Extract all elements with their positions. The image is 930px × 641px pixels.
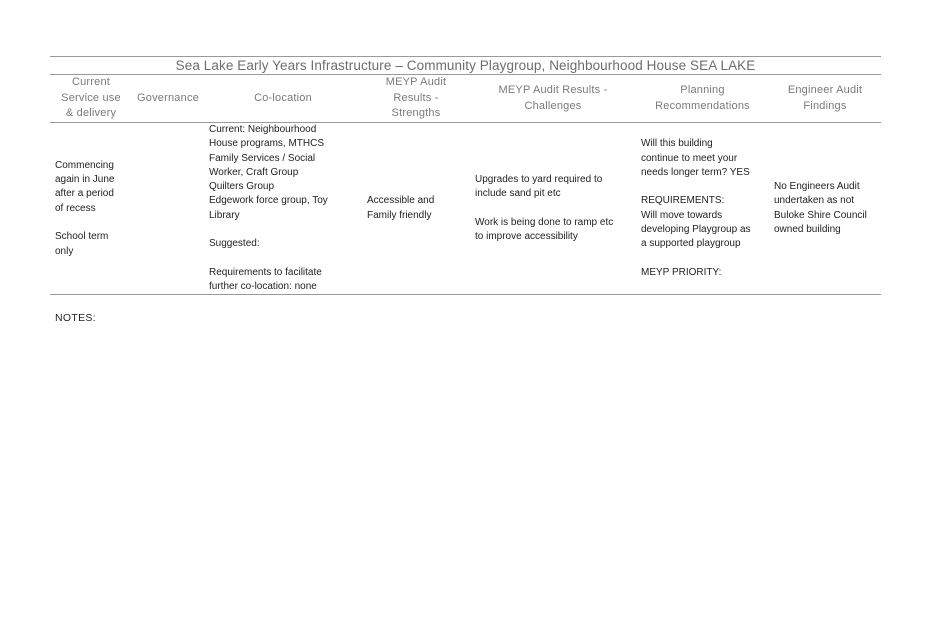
table-row (50, 123, 881, 295)
header-service-use: Current Service use & delivery (61, 76, 121, 120)
header-engineer: Engineer Audit Findings (787, 84, 863, 112)
cell-challenges: Upgrades to yard required to include sand pit etc Work is being done to ramp etc to improve accessibility (475, 174, 614, 243)
header-challenges: MEYP Audit Results - Challenges (498, 84, 608, 112)
cell-strengths: Accessible and Family friendly (367, 195, 435, 221)
header-strengths: MEYP Audit Results - Strengths (385, 76, 447, 120)
header-co-location: Co-location (254, 91, 312, 104)
header-row (50, 74, 881, 123)
cell-governance (132, 123, 204, 295)
cell-planning: Will this building continue to meet your needs longer term? YES REQUIREMENTS: Will move towards developing Playgroup as a supported playgroup MEYP PRIORITY: (641, 138, 751, 278)
cell-service-use: Commencing again in June after a period of recess School term only (55, 159, 115, 257)
header-governance: Governance (137, 91, 199, 104)
table-title: Sea Lake Early Years Infrastructure – Community Playgroup, Neighbourhood House SEA LAKE (175, 58, 756, 73)
cell-engineer: No Engineers Audit undertaken as not Buloke Shire Council owned building (774, 181, 867, 236)
header-planning: Planning Recommendations (655, 84, 750, 112)
cell-co-location: Current: Neighbourhood House programs, MTHCS Family Services / Social Worker, Craft Group Quilters Group Edgework force group, Toy Library Suggested: Requirements to facilitate further co-location: none (209, 124, 328, 293)
notes-label: NOTES: (55, 312, 96, 324)
audit-table (50, 56, 881, 295)
